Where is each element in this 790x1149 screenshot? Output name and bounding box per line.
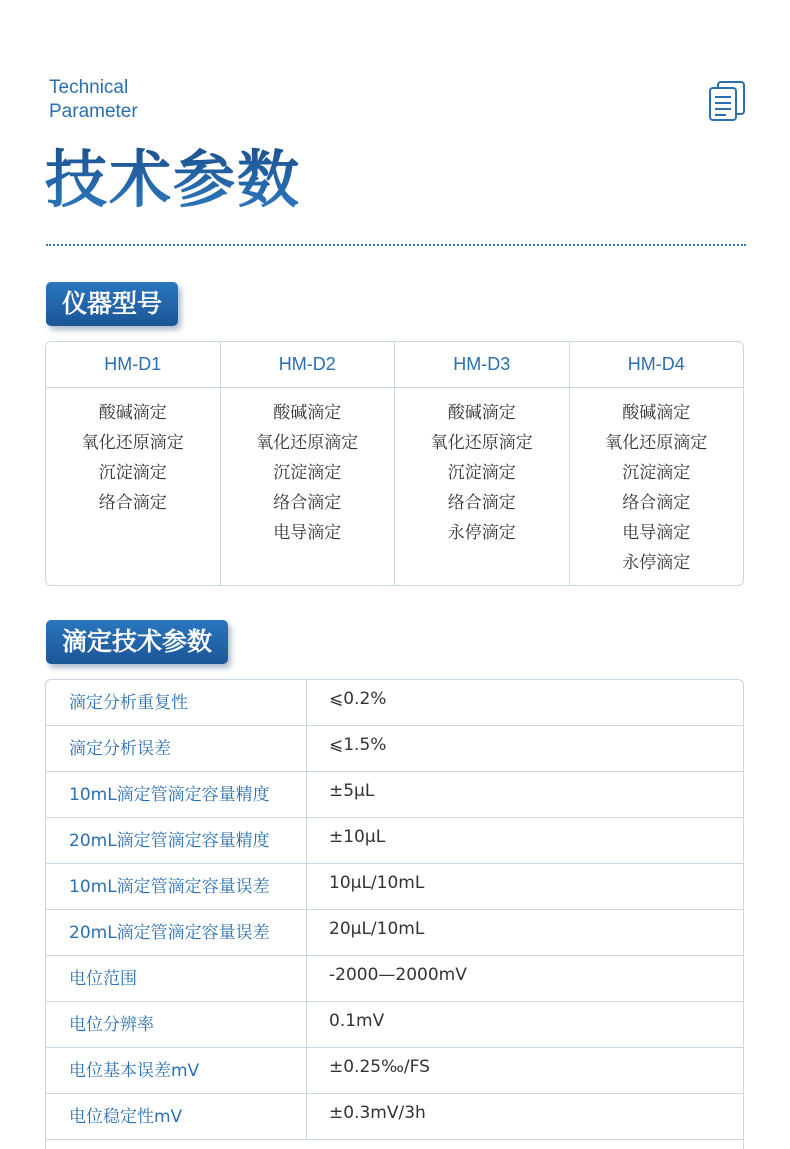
table-row (46, 864, 743, 910)
page-title: 技术参数 (45, 140, 301, 220)
param-value: 0.1mV (329, 1011, 385, 1031)
param-value: 20μL/10mL (329, 919, 425, 939)
table-row (46, 772, 743, 818)
model-column (569, 342, 744, 585)
feature-item: 氧化还原滴定 (81, 433, 184, 453)
model-name: HM-D1 (46, 342, 220, 388)
param-label: 电位范围 (46, 956, 307, 1001)
divider (46, 244, 746, 246)
param-value: ±0.25‰/FS (329, 1057, 430, 1077)
table-row (46, 726, 743, 772)
feature-item: 沉淀滴定 (447, 463, 516, 483)
feature-item: 酸碱滴定 (98, 403, 167, 423)
document-icon (706, 80, 748, 122)
feature-item: 电导滴定 (273, 523, 342, 543)
feature-item: 络合滴定 (447, 493, 516, 513)
feature-item: 络合滴定 (273, 493, 342, 513)
table-row (46, 956, 743, 1002)
param-label: 滴定分析重复性 (46, 680, 307, 725)
feature-item: 沉淀滴定 (622, 463, 691, 483)
feature-item: 沉淀滴定 (273, 463, 342, 483)
feature-item: 氧化还原滴定 (256, 433, 359, 453)
table-row (46, 1048, 743, 1094)
table-row (46, 818, 743, 864)
feature-item: 氧化还原滴定 (605, 433, 708, 453)
english-heading-line1: Technical (49, 77, 129, 98)
param-label: 滴定分析误差 (46, 726, 307, 771)
table-row (46, 1002, 743, 1048)
feature-item: 电导滴定 (622, 523, 691, 543)
model-name: HM-D2 (221, 342, 395, 388)
table-row (46, 1094, 743, 1140)
feature-item: 络合滴定 (622, 493, 691, 513)
section-title-models: 仪器型号 (46, 282, 178, 326)
param-label: 10mL滴定管滴定容量精度 (46, 772, 307, 817)
feature-item: 沉淀滴定 (98, 463, 167, 483)
model-name: HM-D3 (395, 342, 569, 388)
param-value: ±10μL (329, 827, 386, 847)
english-heading-line2: Parameter (49, 101, 138, 122)
param-table (45, 679, 744, 1149)
model-table (45, 341, 744, 586)
table-row (46, 680, 743, 726)
feature-item: 永停滴定 (447, 523, 516, 543)
section-title-params: 滴定技术参数 (46, 620, 228, 664)
param-value: ±0.3mV/3h (329, 1103, 426, 1123)
feature-item: 氧化还原滴定 (430, 433, 533, 453)
feature-item: 酸碱滴定 (622, 403, 691, 423)
param-value: 10μL/10mL (329, 873, 425, 893)
param-label: 电位稳定性mV (46, 1094, 307, 1139)
param-value: ⩽0.2% (329, 689, 387, 709)
param-label: 电位基本误差mV (46, 1048, 307, 1093)
feature-item: 永停滴定 (622, 553, 691, 573)
model-column (46, 342, 220, 585)
model-column (220, 342, 395, 585)
feature-item: 酸碱滴定 (273, 403, 342, 423)
model-column (394, 342, 569, 585)
english-heading (49, 76, 138, 124)
param-label: 10mL滴定管滴定容量误差 (46, 864, 307, 909)
param-label: 电位分辨率 (46, 1002, 307, 1047)
param-label: 20mL滴定管滴定容量精度 (46, 818, 307, 863)
feature-item: 酸碱滴定 (447, 403, 516, 423)
feature-item: 络合滴定 (98, 493, 167, 513)
param-label: 20mL滴定管滴定容量误差 (46, 910, 307, 955)
table-row (46, 910, 743, 956)
param-value: ⩽1.5% (329, 735, 387, 755)
param-value: -2000—2000mV (329, 965, 467, 985)
model-name: HM-D4 (570, 342, 744, 388)
param-value: ±5μL (329, 781, 375, 801)
